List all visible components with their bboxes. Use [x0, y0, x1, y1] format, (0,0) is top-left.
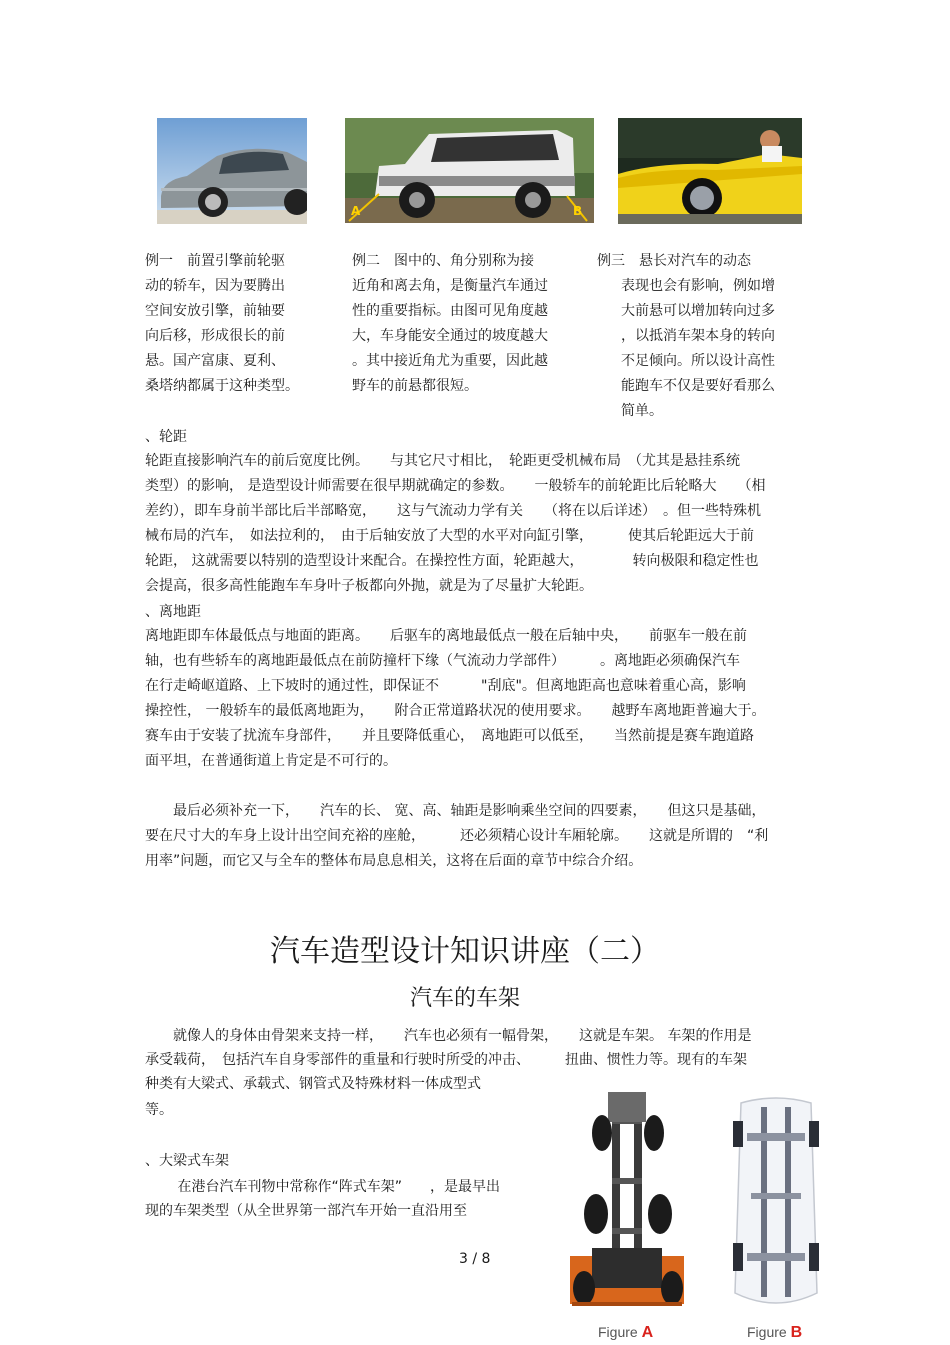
example-3-line: 简单。	[621, 403, 663, 419]
paragraph-line: 操控性， 一般轿车的最低离地距为， 附合正常道路状况的使用要求。 越野车离地距普遍大于。	[145, 703, 766, 719]
paragraph-line: 承受载荷， 包括汽车自身零部件的重量和行驶时所受的冲击、 扭曲、惯性力等。现有的车架	[145, 1052, 747, 1068]
figure-a-caption	[598, 1324, 653, 1342]
photo-sports-car	[618, 118, 802, 224]
paragraph-line: 械布局的汽车， 如法拉利的， 由于后轴安放了大型的水平对向缸引擎， 使其后轮距远大于前	[145, 528, 754, 544]
example-1-label: 例一	[145, 253, 173, 269]
paragraph-line: 差约），即车身前半部比后半部略宽， 这与气流动力学有关 （将在以后详述） 。但一些特殊机	[145, 503, 761, 519]
example-3-line: 能跑车不仅是要好看那么	[621, 378, 775, 394]
lecture-title: 汽车造型设计知识讲座（二）	[270, 934, 660, 969]
paragraph-line: 离地距即车体最低点与地面的距离。 后驱车的离地最低点一般在后轴中央， 前驱车一般在前	[145, 628, 747, 644]
figure-b-frame-image	[727, 1093, 825, 1315]
figure-a-letter: A	[641, 1324, 654, 1341]
paragraph-line: 会提高，很多高性能跑车车身叶子板都向外抛，就是为了尽量扩大轮距。	[145, 578, 593, 594]
example-1-line: 动的轿车，因为要腾出	[145, 278, 285, 294]
figure-b-prefix: Figure	[747, 1324, 787, 1340]
example-2-line: 野车的前悬都很短。	[352, 378, 478, 394]
paragraph-line: 轴，也有些轿车的离地距最低点在前防撞杆下缘（气流动力学部件） 。离地距必须确保汽车	[145, 653, 740, 669]
page-number: 3 / 8	[459, 1251, 491, 1267]
example-3-line: 大前悬可以增加转向过多	[621, 303, 775, 319]
photo-suv	[345, 118, 594, 223]
example-2-line: 大，车身能安全通过的坡度越大	[352, 328, 548, 344]
section-heading-wheel-track: 、轮距	[145, 429, 187, 445]
example-1-line: 向后移，形成很长的前	[145, 328, 285, 344]
example-3-label: 例三	[597, 253, 625, 269]
photo-sedan	[157, 118, 307, 224]
figure-b-letter: B	[790, 1324, 803, 1341]
paragraph-line: 就像人的身体由骨架来支持一样， 汽车也必须有一幅骨架， 这就是车架。 车架的作用是	[145, 1028, 752, 1044]
paragraph-line: 赛车由于安装了扰流车身部件， 并且要降低重心， 离地距可以低至， 当然前提是赛车跑道路	[145, 728, 754, 744]
paragraph-line: 最后必须补充一下， 汽车的长、 宽、高、轴距是影响乘坐空间的四要素， 但这只是基础，	[145, 803, 766, 819]
paragraph-line: 在行走崎岖道路、上下坡时的通过性，即保证不 "刮底"。但离地距高也意味着重心高，影响	[145, 678, 746, 694]
example-1-line: 空间安放引擎，前轴要	[145, 303, 285, 319]
example-3-line: 悬长对汽车的动态	[639, 253, 751, 269]
paragraph-line: 种类有大梁式、承载式、钢管式及特殊材料一体成型式	[145, 1076, 481, 1092]
example-2-label: 例二	[352, 253, 380, 269]
figure-a-chassis-image	[562, 1088, 692, 1320]
example-2-line: 。其中接近角尤为重要，因此越	[352, 353, 548, 369]
angle-b-label: B	[573, 204, 583, 218]
section-heading-ladder-frame: 、大梁式车架	[145, 1153, 229, 1169]
angle-a-label: A	[351, 204, 361, 218]
paragraph-line: 要在尺寸大的车身上设计出空间充裕的座舱， 还必须精心设计车厢轮廓。 这就是所谓的 “利	[145, 828, 769, 844]
paragraph-line: 现的车架类型（从全世界第一部汽车开始一直沿用至	[145, 1203, 467, 1219]
paragraph-line: 在港台汽车刊物中常称作“阵式车架” ，是最早出	[145, 1179, 500, 1195]
paragraph-line: 面平坦，在普通街道上肯定是不可行的。	[145, 753, 397, 769]
example-3-line: ，以抵消车架本身的转向	[621, 328, 775, 344]
example-1-line: 前置引擎前轮驱	[187, 253, 285, 269]
example-1-line: 桑塔纳都属于这种类型。	[145, 378, 299, 394]
example-1-line: 悬。国产富康、夏利、	[145, 353, 285, 369]
figure-a-prefix: Figure	[598, 1324, 638, 1340]
example-3-line: 表现也会有影响，例如增	[621, 278, 775, 294]
paragraph-line: 轮距直接影响汽车的前后宽度比例。 与其它尺寸相比， 轮距更受机械布局 （尤其是悬挂系统	[145, 453, 740, 469]
lecture-subtitle: 汽车的车架	[409, 986, 520, 1011]
paragraph-line: 类型）的影响， 是造型设计师需要在很早期就确定的参数。 一般轿车的前轮距比后轮略大 （相	[145, 478, 766, 494]
example-2-line: 性的重要指标。由图可见角度越	[352, 303, 548, 319]
example-2-line: 图中的、角分别称为接	[394, 253, 534, 269]
example-2-line: 近角和离去角，是衡量汽车通过	[352, 278, 548, 294]
paragraph-line: 等。	[145, 1102, 173, 1118]
paragraph-line: 轮距， 这就需要以特别的造型设计来配合。在操控性方面，轮距越大， 转向极限和稳定性也	[145, 553, 759, 569]
paragraph-line: 用率”问题，而它又与全车的整体布局息息相关，这将在后面的章节中综合介绍。	[145, 853, 643, 869]
figure-b-caption	[747, 1324, 802, 1342]
section-heading-ground-clearance: 、离地距	[145, 604, 201, 620]
example-3-line: 不足倾向。所以设计高性	[621, 353, 775, 369]
